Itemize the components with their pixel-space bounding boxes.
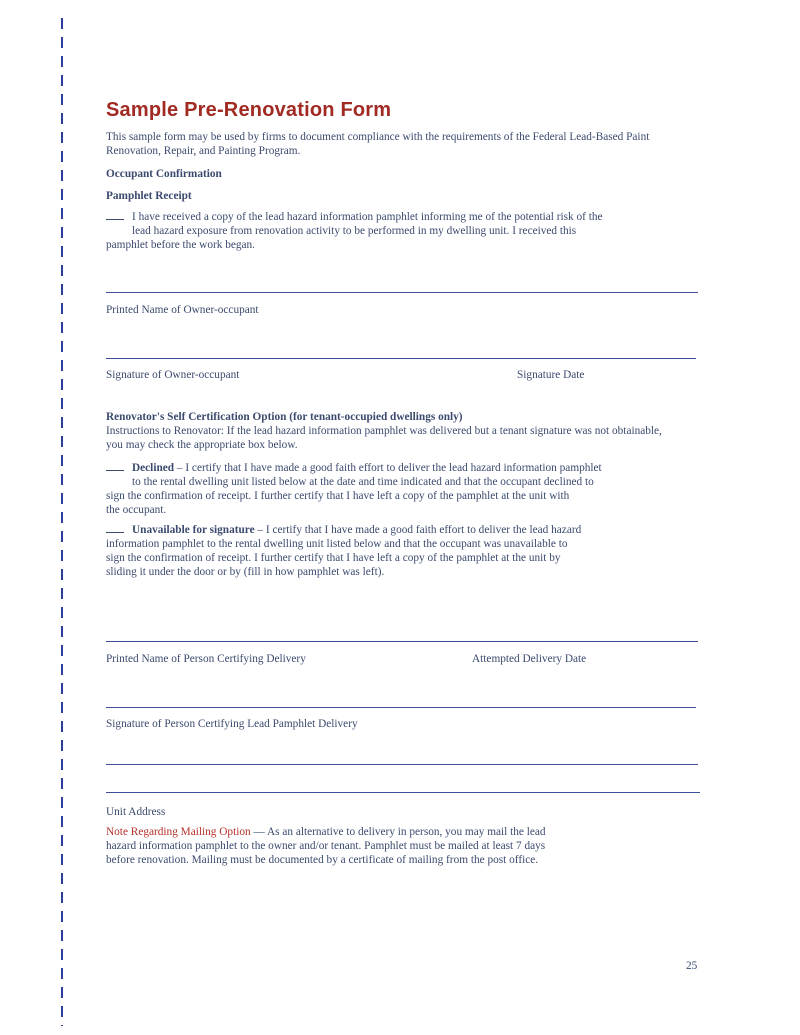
- intro-text: This sample form may be used by firms to document compliance with the requirements of the Federal Lead-Based Paint Renovation, Repair, and Painting Program.: [106, 131, 650, 157]
- receipt-checkbox-blank[interactable]: [106, 209, 124, 220]
- mailing-note: Note Regarding Mailing Option — As an alternative to delivery in person, you may mail the lead hazard information pamphlet to the owner and/or tenant. Pamphlet must be mailed at least 7 days before renovation. Mailing must be documented by a certificate of mailing from the post office.: [106, 826, 546, 866]
- occupant-confirmation-heading: Occupant Confirmation: [106, 168, 222, 180]
- owner-printed-name-label: Printed Name of Owner-occupant: [106, 304, 259, 316]
- unit-address-label: Unit Address: [106, 806, 166, 818]
- owner-signature-line[interactable]: [106, 358, 696, 359]
- renovator-certification-heading: Renovator's Self Certification Option (for tenant-occupied dwellings only): [106, 411, 463, 423]
- unit-address-line-1[interactable]: [106, 764, 698, 765]
- certifier-printed-name-label: Printed Name of Person Certifying Delivery: [106, 653, 306, 665]
- page-number: 25: [686, 960, 698, 972]
- renovator-instructions: Instructions to Renovator: If the lead hazard information pamphlet was delivered but a tenant signature was not obtainable, you may check the appropriate box below.: [106, 425, 662, 451]
- pamphlet-receipt-statement: I have received a copy of the lead hazard information pamphlet informing me of the potential risk of the lead hazard exposure from renovation activity to be performed in my dwelling unit. I received this pamphlet before the work began.: [106, 211, 603, 251]
- owner-printed-name-line[interactable]: [106, 292, 698, 293]
- declined-checkbox-blank[interactable]: [106, 460, 124, 471]
- unavailable-checkbox-blank[interactable]: [106, 522, 124, 533]
- mailing-note-label: Note Regarding Mailing Option: [106, 826, 251, 838]
- unavailable-option: Unavailable for signature – I certify that I have made a good faith effort to deliver the lead hazard information pamphlet to the rental dwelling unit listed below and that the occupant was unavailable to sign the confirmation of receipt. I further certify that I have left a copy of the pamphlet at the unit by sliding it under the door or by (fill in how pamphlet was left).: [106, 524, 582, 578]
- left-margin-dashed-line: [61, 18, 63, 1026]
- attempted-delivery-date-label: Attempted Delivery Date: [472, 653, 587, 665]
- form-title: Sample Pre-Renovation Form: [106, 99, 392, 121]
- signature-date-label: Signature Date: [517, 369, 585, 381]
- declined-option: Declined – I certify that I have made a good faith effort to deliver the lead hazard information pamphlet to the rental dwelling unit listed below at the date and time indicated and that the occupant declined to sign the confirmation of receipt. I further certify that I have left a copy of the pamphlet at the unit with the occupant.: [106, 462, 602, 516]
- certifier-signature-line[interactable]: [106, 707, 696, 708]
- pamphlet-receipt-heading: Pamphlet Receipt: [106, 190, 192, 202]
- owner-signature-label: Signature of Owner-occupant: [106, 369, 240, 381]
- certifier-signature-label: Signature of Person Certifying Lead Pamphlet Delivery: [106, 718, 358, 730]
- unit-address-line-2[interactable]: [106, 792, 700, 793]
- certifier-printed-name-line[interactable]: [106, 641, 698, 642]
